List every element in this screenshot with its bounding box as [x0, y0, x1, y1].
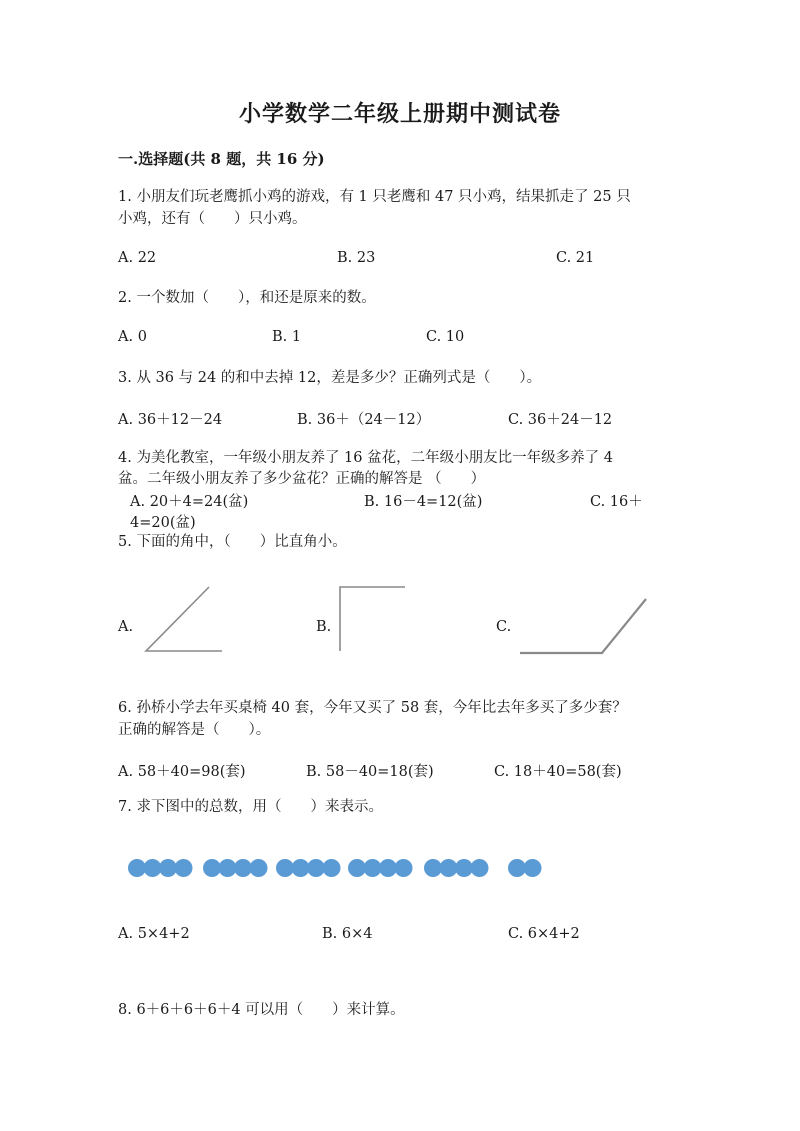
dot: [144, 859, 162, 877]
question-1-line-1: 1. 小朋友们玩老鹰抓小鸡的游戏，有 1 只老鹰和 47 只小鸡，结果抓走了 25 只: [118, 189, 631, 205]
dot: [379, 859, 397, 877]
question-5-line-1: 5. 下面的角中，（ ）比直角小。: [118, 534, 347, 550]
right-angle-figure: [340, 587, 405, 651]
dot: [524, 859, 542, 877]
question-6-option-c[interactable]: C. 18＋40=58(套): [494, 764, 622, 780]
question-7-option-b[interactable]: B. 6×4: [322, 926, 373, 942]
obtuse-angle-figure: [520, 599, 646, 653]
dot: [175, 859, 193, 877]
dot-group: [424, 859, 489, 877]
question-4-line-2: 盆。二年级小朋友养了多少盆花？正确的解答是 （ ）: [118, 471, 486, 487]
dot-group: [128, 859, 193, 877]
dot-group: [203, 859, 268, 877]
question-4-option-b[interactable]: B. 16－4=12(盆): [364, 494, 483, 510]
question-7-option-a[interactable]: A. 5×4+2: [118, 926, 190, 942]
question-4-option-c[interactable]: C. 16＋: [590, 494, 643, 510]
question-1-line-2: 小鸡，还有（ ）只小鸡。: [118, 211, 307, 227]
question-5-option-b[interactable]: B.: [316, 619, 332, 635]
question-4-line-1: 4. 为美化教室，一年级小朋友养了 16 盆花，二年级小朋友比一年级多养了 4: [118, 450, 613, 466]
question-1-option-a[interactable]: A. 22: [118, 250, 157, 266]
question-2-option-c[interactable]: C. 10: [426, 329, 465, 345]
dot: [348, 859, 366, 877]
question-1-option-c[interactable]: C. 21: [556, 250, 595, 266]
question-4-option-a[interactable]: A. 20＋4=24(盆): [130, 494, 249, 510]
dot-group: [348, 859, 413, 877]
dot: [128, 859, 146, 877]
question-2-option-a[interactable]: A. 0: [118, 329, 147, 345]
question-3-line-1: 3. 从 36 与 24 的和中去掉 12，差是多少？正确列式是（ ）。: [118, 370, 542, 386]
dot: [440, 859, 458, 877]
dot: [471, 859, 489, 877]
question-3-option-a[interactable]: A. 36＋12－24: [118, 412, 223, 428]
question-1-option-b[interactable]: B. 23: [337, 250, 376, 266]
dot: [323, 859, 341, 877]
dot: [159, 859, 177, 877]
page-title: 小学数学二年级上册期中测试卷: [238, 101, 561, 127]
question-5-option-a[interactable]: A.: [118, 619, 134, 635]
dot: [292, 859, 310, 877]
section-heading: 一.选择题(共 8 题，共 16 分): [118, 150, 325, 168]
question-6-option-b[interactable]: B. 58－40=18(套): [306, 764, 434, 780]
question-2-option-b[interactable]: B. 1: [272, 329, 302, 345]
question-6-line-1: 6. 孙桥小学去年买桌椅 40 套，今年又买了 58 套，今年比去年多买了多少套？: [118, 700, 627, 716]
question-6-line-2: 正确的解答是（ ）。: [118, 722, 271, 738]
dot: [364, 859, 382, 877]
dot: [395, 859, 413, 877]
dot: [250, 859, 268, 877]
dot: [307, 859, 325, 877]
dot: [219, 859, 237, 877]
dot: [203, 859, 221, 877]
question-7-line-1: 7. 求下图中的总数，用（ ）来表示。: [118, 799, 383, 815]
question-2-line-1: 2. 一个数加（ ），和还是原来的数。: [118, 290, 376, 306]
question-4-option-c-continued[interactable]: 4=20(盆): [130, 515, 196, 531]
dot: [455, 859, 473, 877]
dot-group: [276, 859, 341, 877]
dot-groups-figure: [0, 850, 800, 890]
dot: [276, 859, 294, 877]
question-5-option-c[interactable]: C.: [496, 619, 512, 635]
question-6-option-a[interactable]: A. 58＋40=98(套): [118, 764, 246, 780]
acute-angle-figure: [146, 587, 222, 651]
dot: [508, 859, 526, 877]
question-7-option-c[interactable]: C. 6×4+2: [508, 926, 580, 942]
question-3-option-b[interactable]: B. 36＋（24－12）: [297, 412, 431, 428]
dot: [424, 859, 442, 877]
question-8-line-1: 8. 6＋6＋6＋6＋4 可以用（ ）来计算。: [118, 1002, 405, 1018]
question-3-option-c[interactable]: C. 36＋24－12: [508, 412, 613, 428]
dot: [234, 859, 252, 877]
dot-group: [508, 859, 542, 877]
